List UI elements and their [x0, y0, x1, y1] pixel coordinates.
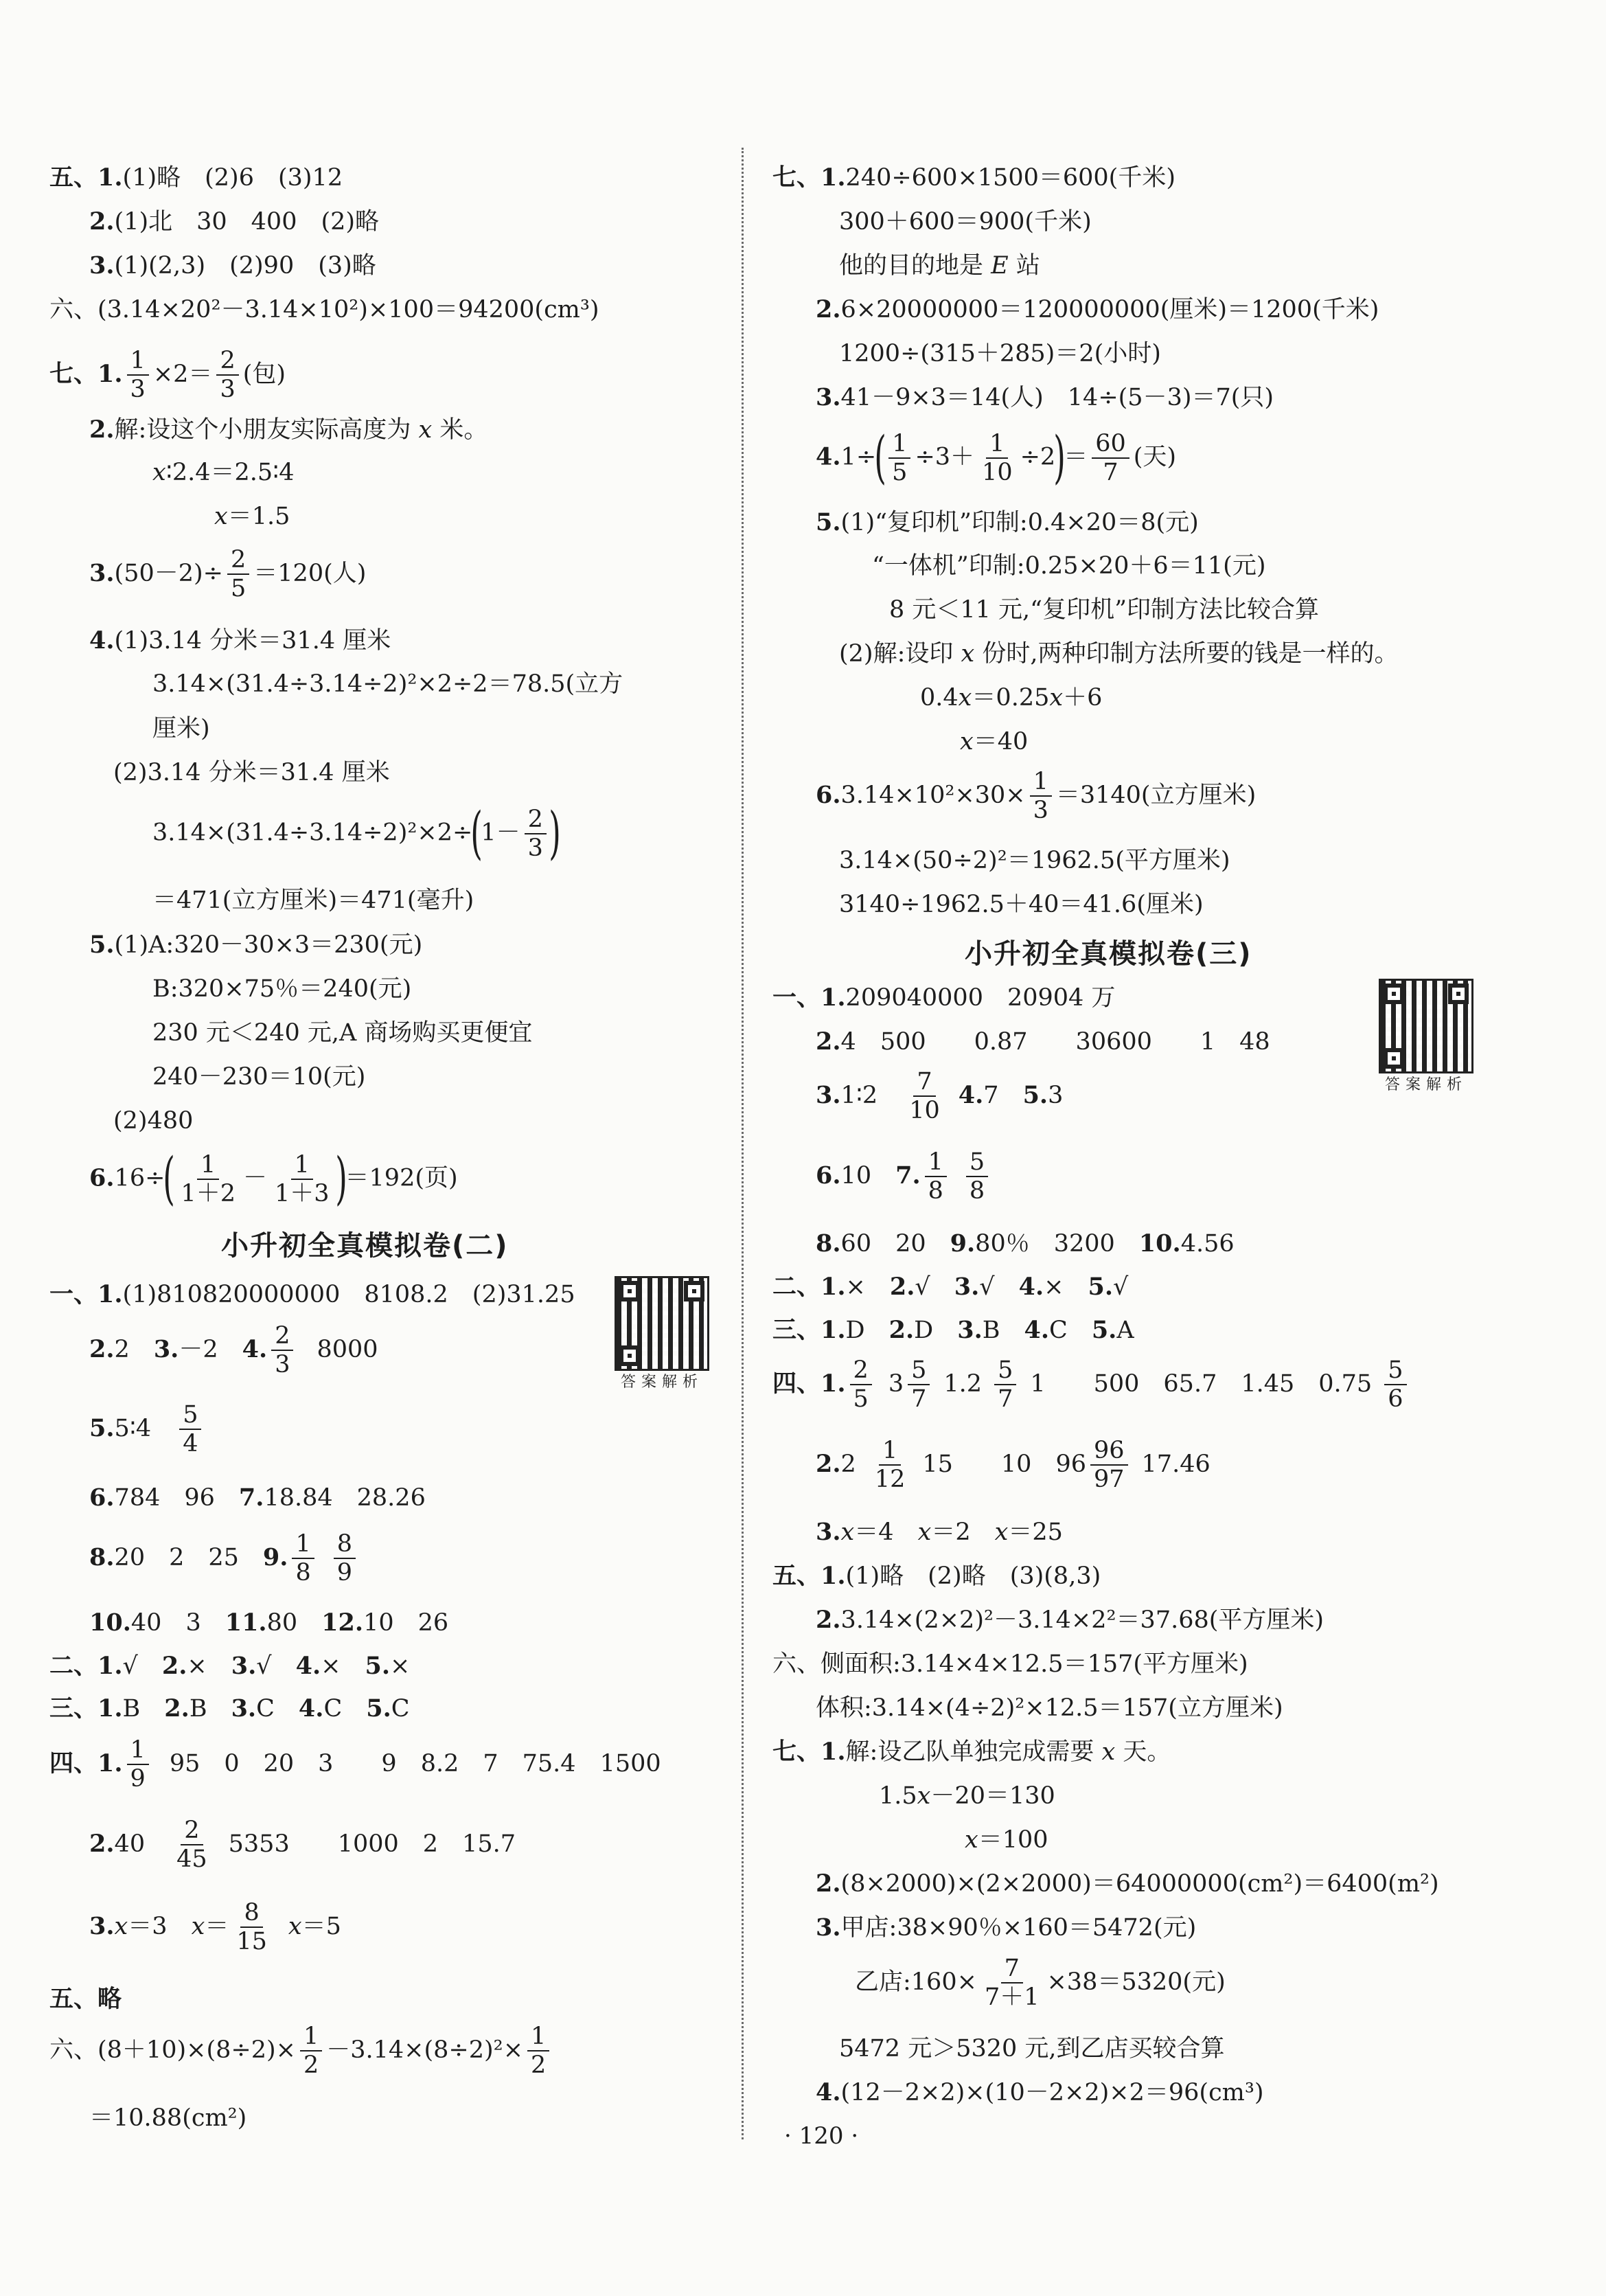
- answer-line: 3.14×(31.4÷3.14÷2)²×2÷2＝78.5(立方: [152, 670, 623, 698]
- section-heading: 小升初全真模拟卷(三): [965, 938, 1252, 970]
- fraction: $\frac{7}{7+1}$: [984, 1955, 1040, 2012]
- answer-line: x∶2.4＝2.5∶4: [152, 459, 295, 486]
- answer-line: 2.6×20000000＝120000000(厘米)＝1200(千米): [816, 295, 1379, 323]
- answer-line: 3.1∶2 $\frac{7}{10}$ 4.7 5.3: [816, 1068, 1064, 1125]
- fraction: $\frac{2}{5}$: [850, 1356, 872, 1413]
- answer-line: 五、略: [49, 1985, 122, 2013]
- answer-line: 0.4x＝0.25x＋6: [920, 684, 1103, 712]
- answer-line: 四、1. $\frac{2}{5}$ 3 $\frac{5}{7}$ 1.2 $\frac{5}{7}$ 1 500 65.7 1.45 0.75 $\frac{5}{6}$: [772, 1356, 1411, 1413]
- answer-line: x＝1.5: [214, 503, 290, 530]
- answer-line: 10.40 3 11.80 12.10 26: [89, 1609, 449, 1637]
- answer-line: 他的目的地是 E 站: [839, 252, 1040, 280]
- answer-line: ＝10.88(cm²): [89, 2104, 247, 2132]
- fraction: $\frac{1}{9}$: [127, 1736, 149, 1793]
- fraction: $\frac{7}{10}$: [909, 1068, 940, 1125]
- fraction: $\frac{1}{5}$: [888, 430, 910, 487]
- qr-caption: 答案解析: [1384, 1076, 1467, 1093]
- answer-line: 4.1÷( $\frac{1}{5}$ ÷3＋ $\frac{1}{10}$ ÷2)＝ $\frac{60}{7}$ (天): [816, 425, 1177, 490]
- answer-line: x＝100: [965, 1826, 1048, 1854]
- fraction: $\frac{1}{3}$: [127, 347, 149, 404]
- answer-line: (2)480: [113, 1107, 194, 1135]
- answer-line: 3.14×(50÷2)²＝1962.5(平方厘米): [839, 847, 1230, 874]
- answer-line: 三、1.B 2.B 3.C 4.C 5.C: [49, 1694, 410, 1723]
- answer-line: 三、1.D 2.D 3.B 4.C 5.A: [772, 1316, 1134, 1344]
- fraction: $\frac{1}{10}$: [982, 429, 1013, 487]
- answer-line: 230 元＜240 元,A 商场购买更便宜: [152, 1019, 533, 1047]
- fraction: $\frac{1}{1+2}$: [181, 1150, 236, 1208]
- fraction: $\frac{5}{8}$: [966, 1148, 988, 1205]
- answer-line: (2)解:设印 x 份时,两种印制方法所要的钱是一样的。: [839, 640, 1399, 668]
- answer-line: x＝40: [960, 728, 1029, 755]
- fraction: $\frac{8}{9}$: [334, 1530, 356, 1587]
- answer-line: 七、1. $\frac{1}{3}$ ×2＝ $\frac{2}{3}$ (包): [49, 347, 286, 404]
- fraction: $\frac{2}{5}$: [227, 546, 249, 603]
- fraction: $\frac{2}{45}$: [176, 1817, 207, 1874]
- page-number: · 120 ·: [784, 2122, 859, 2150]
- answer-line: “一体机”印制:0.25×20＋6＝11(元): [872, 552, 1266, 580]
- qr-code: [615, 1276, 709, 1391]
- answer-line: 二、1.× 2.√ 3.√ 4.× 5.√: [772, 1273, 1129, 1301]
- answer-line: 体积:3.14×(4÷2)²×12.5＝157(立方厘米): [816, 1694, 1283, 1722]
- column-divider: [742, 148, 744, 2139]
- fraction: $\frac{5}{4}$: [179, 1401, 201, 1458]
- fraction: $\frac{1}{3}$: [1030, 768, 1052, 825]
- qr-caption: 答案解析: [620, 1374, 703, 1391]
- fraction: $\frac{1}{8}$: [292, 1530, 314, 1587]
- section-heading: 小升初全真模拟卷(二): [221, 1230, 509, 1262]
- answer-line: 3.x＝3 x＝ $\frac{8}{15}$ x＝5: [89, 1899, 341, 1956]
- answer-line: 2.(1)北 30 400 (2)略: [89, 207, 380, 236]
- answer-line: 240－230＝10(元): [152, 1063, 366, 1091]
- fraction: $\frac{5}{7}$: [994, 1356, 1016, 1413]
- answer-line: 5.5∶4 $\frac{5}{4}$: [89, 1401, 205, 1458]
- answer-line: 七、1.240÷600×1500＝600(千米): [772, 163, 1175, 192]
- answer-line: 2.(8×2000)×(2×2000)＝64000000(cm²)＝6400(m²): [816, 1869, 1439, 1898]
- answer-line: 8.20 2 25 9. $\frac{1}{8}$ $\frac{8}{9}$: [89, 1530, 360, 1587]
- fraction: $\frac{1}{2}$: [300, 2023, 322, 2080]
- qr-code: [1379, 979, 1473, 1094]
- answer-line: 6.784 96 7.18.84 28.26: [89, 1484, 426, 1512]
- fraction: $\frac{60}{7}$: [1092, 430, 1129, 487]
- answer-line: 4.(12－2×2)×(10－2×2)×2＝96(cm³): [816, 2078, 1264, 2106]
- fraction: $\frac{5}{6}$: [1384, 1356, 1406, 1413]
- answer-line: 2.40 $\frac{2}{45}$ 5353 1000 2 15.7: [89, 1817, 516, 1874]
- fraction: $\frac{1}{2}$: [527, 2023, 549, 2080]
- fraction: $\frac{2}{3}$: [216, 347, 238, 404]
- answer-line: 七、1.解:设乙队单独完成需要 x 天。: [772, 1738, 1171, 1766]
- answer-line: 五、1.(1)略 (2)6 (3)12: [49, 163, 343, 192]
- answer-line: 5.(1)“复印机”印制:0.4×20＝8(元): [816, 508, 1199, 536]
- answer-line: 6.16÷( $\frac{1}{1+2}$ － $\frac{1}{1+3}$ )＝192(页): [89, 1146, 458, 1212]
- answer-line: (2)3.14 分米＝31.4 厘米: [113, 759, 390, 786]
- answer-line: 一、1.(1)810820000000 8108.2 (2)31.25: [49, 1280, 575, 1308]
- answer-line: 2.2 $\frac{1}{12}$ 15 10 96 $\frac{96}{97}$ 17.46: [816, 1437, 1211, 1494]
- answer-line: 6.3.14×10²×30× $\frac{1}{3}$ ＝3140(立方厘米): [816, 768, 1257, 825]
- answer-line: 2.4 500 0.87 30600 1 48: [816, 1027, 1270, 1056]
- answer-line: 8.60 20 9.80％ 3200 10.4.56: [816, 1229, 1235, 1258]
- answer-line: 3.14×(31.4÷3.14÷2)²×2÷(1－ $\frac{2}{3}$ ): [152, 801, 561, 866]
- answer-line: 乙店:160× $\frac{7}{7+1}$ ×38＝5320(元): [855, 1955, 1226, 2012]
- answer-line: 2.2 3.－2 4. $\frac{2}{3}$ 8000: [89, 1322, 378, 1379]
- answer-line: 六、(8＋10)×(8÷2)× $\frac{1}{2}$ －3.14×(8÷2)²× $\frac{1}{2}$: [49, 2023, 553, 2080]
- fraction: $\frac{2}{3}$: [525, 806, 547, 863]
- answer-line: 厘米): [152, 715, 210, 742]
- answer-line: 3.41－9×3＝14(人) 14÷(5－3)＝7(只): [816, 383, 1274, 411]
- answer-line: 5.(1)A:320－30×3＝230(元): [89, 931, 423, 959]
- answer-line: 5472 元＞5320 元,到乙店买较合算: [839, 2035, 1225, 2062]
- answer-line: 3140÷1962.5＋40＝41.6(厘米): [839, 891, 1204, 918]
- answer-line: 6.10 7. $\frac{1}{8}$ $\frac{5}{8}$: [816, 1148, 992, 1205]
- answer-line: 2.解:设这个小朋友实际高度为 x 米。: [89, 416, 488, 444]
- answer-line: ＝471(立方厘米)＝471(毫升): [152, 887, 474, 914]
- answer-line: 8 元＜11 元,“复印机”印制方法比较合算: [889, 596, 1319, 624]
- answer-line: 3.(50－2)÷ $\frac{2}{5}$ ＝120(人): [89, 546, 367, 603]
- answer-line: 1200÷(315＋285)＝2(小时): [839, 340, 1161, 367]
- fraction: $\frac{1}{1+3}$: [274, 1150, 330, 1208]
- answer-line: 二、1.√ 2.× 3.√ 4.× 5.×: [49, 1652, 411, 1680]
- answer-line: 3.(1)(2,3) (2)90 (3)略: [89, 251, 376, 280]
- fraction: $\frac{5}{7}$: [908, 1356, 930, 1413]
- answer-line: 2.3.14×(2×2)²－3.14×2²＝37.68(平方厘米): [816, 1606, 1324, 1634]
- fraction: $\frac{2}{3}$: [271, 1322, 293, 1379]
- fraction: $\frac{96}{97}$: [1090, 1437, 1128, 1494]
- fraction: $\frac{1}{8}$: [925, 1148, 947, 1205]
- answer-line: 3.x＝4 x＝2 x＝25: [816, 1518, 1063, 1546]
- answer-line: 一、1.209040000 20904 万: [772, 984, 1116, 1012]
- answer-line: 五、1.(1)略 (2)略 (3)(8,3): [772, 1562, 1101, 1590]
- answer-line: 六、侧面积:3.14×4×12.5＝157(平方厘米): [772, 1650, 1248, 1678]
- answer-line: 300＋600＝900(千米): [839, 208, 1092, 236]
- answer-line: 1.5x－20＝130: [879, 1782, 1055, 1810]
- answer-line: 六、(3.14×20²－3.14×10²)×100＝94200(cm³): [49, 296, 599, 323]
- answer-line: B:320×75％＝240(元): [152, 975, 412, 1003]
- fraction: $\frac{8}{15}$: [236, 1899, 267, 1956]
- answer-line: 4.(1)3.14 分米＝31.4 厘米: [89, 626, 391, 655]
- fraction: $\frac{1}{12}$: [874, 1437, 906, 1494]
- answer-line: 四、1. $\frac{1}{9}$ 95 0 20 3 9 8.2 7 75.4 1500: [49, 1736, 661, 1793]
- answer-line: 3.甲店:38×90％×160＝5472(元): [816, 1913, 1197, 1942]
